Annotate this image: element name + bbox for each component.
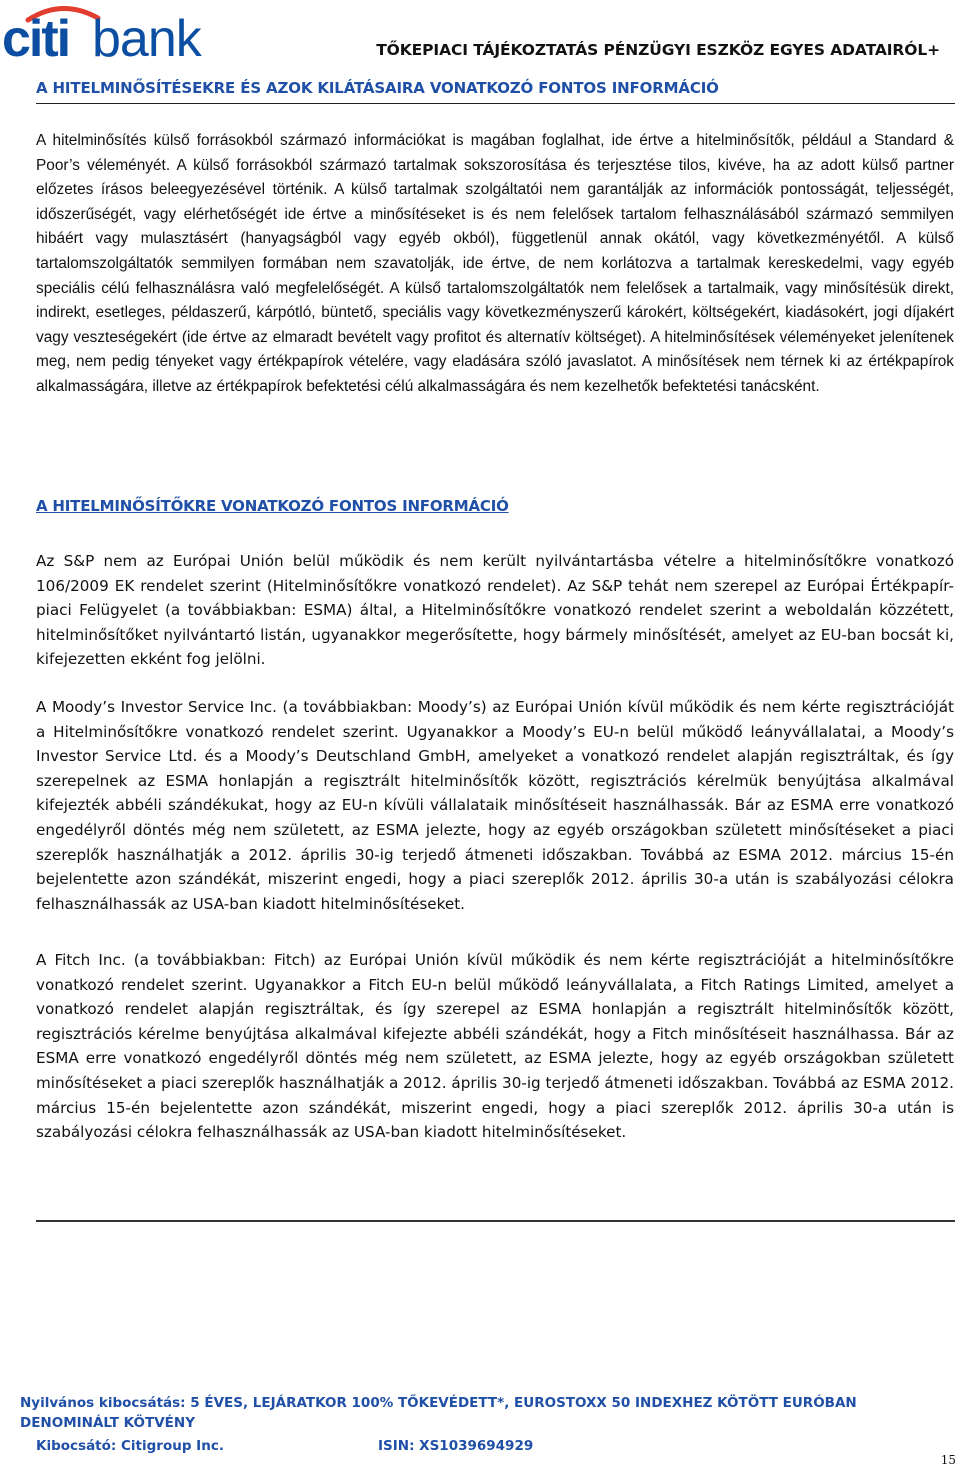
svg-text:bank: bank [92, 10, 201, 64]
citibank-logo-graphic [0, 0, 230, 64]
fitch-paragraph: A Fitch Inc. (a továbbiakban: Fitch) az Európai Unión kívül működik és nem kérte regisztrációját a hitelminősítőkre vonatkozó rendelet szerint. Ugyanakkor a Fitch EU-n belül működő leányvállalata, a Fitch Ratings Limited, amelyet a vonatkozó rendelet alapján regisztráltak, és így szerepel az ESMA honlapján a regisztrált hitelminősítők között, regisztrációs kérelme benyújtása alkalmával kifejezte abbéli szándékát, hogy a Fitch minősítéseit használhassa. Bár az ESMA erre vonatkozó engedélyről döntés még nem született, az ESMA jelezte, hogy az egyéb országokban született minősítéseket a piaci szereplők használhatják a 2012. április 30-ig terjedő átmeneti időszakban. Továbbá az ESMA 2012. március 15-én bejelentette azon szándékát, miszerint engedi, hogy a piaci szereplők 2012. április 30-a után is szabályozási célokra felhasználhassák az USA-ban kiadott hitelminősítéseket. [36, 951, 954, 1142]
sp-paragraph: Az S&P nem az Európai Unión belül működik és nem került nyilvántartásba vételre a hitelminősítőkre vonatkozó 106/2009 EK rendelet szerint (Hitelminősítőkre vonatkozó rendelet). Az S&P tehát nem szerepel az Európai Értékpapír-piaci Felügyelet (a továbbiakban: ESMA) által, a Hitelminősítőkre vonatkozó rendelet szerint a weboldalán közzétett, hitelminősítőket nyilvántartó listán, ugyanakkor megerősítette, hogy bármely minősítését, amelyet az EU-ban bocsát ki, kifejezetten ekként fog jelölni. [36, 552, 954, 669]
page-footer [20, 1393, 920, 1454]
document-subtitle: A HITELMINŐSÍTÉSEKRE ÉS AZOK KILÁTÁSAIRA VONATKOZÓ FONTOS INFORMÁCIÓ [36, 79, 719, 97]
footer-issuer: Kibocsátó: Citigroup Inc. [36, 1438, 224, 1454]
document-title: TŐKEPIACI TÁJÉKOZTATÁS PÉNZÜGYI ESZKÖZ EGYES ADATAIRÓL+ [376, 41, 940, 59]
footer-offer-line: Nyilvános kibocsátás: 5 ÉVES, LEJÁRATKOR 100% TŐKEVÉDETT*, EUROSTOXX 50 INDEXHEZ KÖTÖTT EURÓBAN DENOMINÁLT KÖTVÉNY [20, 1395, 857, 1431]
header-divider [36, 103, 955, 104]
rating-disclaimer-paragraph: A hitelminősítés külső forrásokból származó információkat is magában foglalhat, ide értve a hitelminősítők, például a Standard & Poor’s véleményét. A külső forrásokból származó tartalmak sokszorosítása és terjesztése tilos, kivéve, ha az adott külső partner előzetes írásos beleegyezésével történik. A külső tartalmak szolgáltatói nem garantálják az információk pontosságát, teljességét, időszerűségét, vagy elérhetőségét ide értve a minősítéseket is és nem felelősek tartalom felhasználásából származó semmilyen hibáért vagy mulasztásért (hanyagságból vagy egyéb okból), függetlenül annak okától, vagy következményétől. A külső tartalomszolgáltatók semmilyen formában nem szavatolják, ide értve, de nem korlátozva a tartalmak kereskedelmi, vagy egyéb speciális célú felhasználásra való megfelelőségét. A külső tartalomszolgáltatók nem felelősek a tartalmaik, vagy minősítésük direkt, indirekt, esetleges, példaszerű, kárpótló, büntető, speciális vagy következményszerű károkért, költségekért, kiadásokért, jogi díjakért vagy veszteségekért (ide értve az elmaradt bevételt vagy profitot és alternatív költséget). A hitelminősítések véleményeket jelenítenek meg, nem pedig tényeket vagy értékpapírok vételére, vagy eladására szóló javaslatot. A minősítések nem térnek ki az értékpapírok alkalmasságára, illetve az értékpapírok befektetési célú alkalmasságára és nem kezelhetők befektetési tanácsként. [36, 132, 954, 395]
moodys-paragraph: A Moody’s Investor Service Inc. (a továbbiakban: Moody’s) az Európai Unión kívül működik és nem kérte regisztrációját a Hitelminősítőkre vonatkozó rendelet szerint. Ugyanakkor a Moody’s EU-n belül működő leányvállalatai, a Moody’s Investor Service Ltd. és a Moody’s Deutschland GmbH, amelyeket a vonatkozó rendelet alapján regisztráltak, és így szerepelnek az ESMA honlapján a regisztrált hitelminősítők között, regisztrációs kérelmük benyújtása alkalmával kifejezték abbéli szándékukat, hogy az EU-n kívüli vállalataik minősítéseit használhassák. Bár az ESMA erre vonatkozó engedélyről döntés még nem született, az ESMA jelezte, hogy az egyéb országokban született minősítéseket a piaci szereplők használhatják a 2012. április 30-ig terjedő átmeneti időszakban. Továbbá az ESMA 2012. március 15-én bejelentette azon szándékát, miszerint engedi, hogy a piaci szereplők 2012. április 30-a után is szabályozási célokra felhasználhassák az USA-ban kiadott hitelminősítéseket. [36, 698, 954, 913]
section-title: A HITELMINŐSÍTŐKRE VONATKOZÓ FONTOS INFORMÁCIÓ [36, 497, 509, 515]
footer-isin: ISIN: XS1039694929 [378, 1438, 534, 1454]
content-divider [36, 1220, 955, 1222]
citibank-logo [0, 0, 230, 64]
page-number: 15 [940, 1453, 956, 1467]
svg-text:citi: citi [2, 10, 70, 64]
